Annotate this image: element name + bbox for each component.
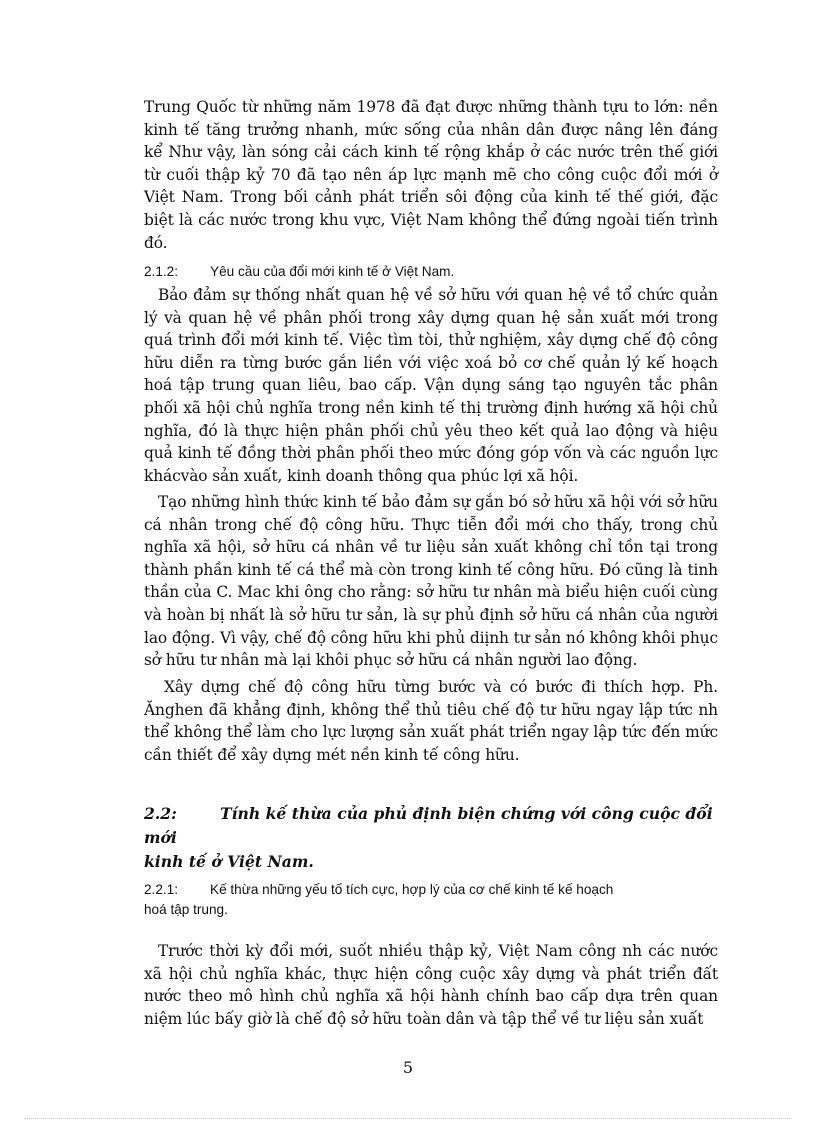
intro-paragraph: Trung Quốc từ những năm 1978 đã đạt được những thành tựu to lớn: nền kinh tế tăng trưởng nhanh, mức sống của nhân dân được nâng lên đáng kể Như vậy, làn sóng cải cách kinh tế rộng khắp ở các nước trên thế giới từ cuối thập kỷ 70 đã tạo nên áp lực mạnh mẽ cho công cuộc đổi mới ở Việt Nam. Trong bối cảnh phát triển sôi động của kinh tế thế giới, đặc biệt là các nước trong khu vực, Việt Nam không thể đứng ngoài tiến trình đó. [144, 98, 718, 252]
section-2-2-1-paragraph: Trước thời kỳ đổi mới, suốt nhiều thập kỷ, Việt Nam công nh các nước xã hội chủ nghĩa khác, thực hiện công cuộc xây dựng và phát triển đất nước theo mô hình chủ nghĩa xã hội hành chính bao cấp dựa trên quan niệm lúc bấy giờ là chế độ sở hữu toàn dân và tập thể về tư liệu sản xuất [144, 942, 718, 1028]
section-2-2-1-heading [144, 880, 718, 920]
intro-text-block [144, 96, 718, 254]
page-bottom-divider [24, 1118, 792, 1119]
section-2-1-2-heading [144, 262, 718, 282]
section-2-1-2-text-block [144, 284, 718, 487]
section-2-2-heading [144, 802, 718, 874]
section-2-1-2-text-block-3 [144, 676, 718, 766]
section-2-2-number: 2.2: [144, 804, 177, 823]
section-2-1-2-paragraph-2: Tạo những hình thức kinh tế bảo đảm sự gắn bó sở hữu xã hội với sở hữu cá nhân trong chế độ công hữu. Thực tiễn đổi mới cho thấy, trong chủ nghĩa xã hội, sở hữu cá nhân về tư liệu sản xuất không chỉ tồn tại trong thành phần kinh tế cá thể mà còn trong kinh tế công hữu. Đó cũng là tinh thần của C. Mac khi ông cho rằng: sở hữu tư nhân mà biểu hiện cuối cùng và hoàn bị nhất là sở hữu tư sản, là sự phủ định sở hữu cá nhân của người lao động. Vì vậy, chế độ công hữu khi phủ diịnh tư sản nó không khôi phục sở hữu tư nhân mà lại khôi phục sở hữu cá nhân người lao động. [144, 493, 718, 670]
section-2-2-1-title-line-1: Kế thừa những yếu tố tích cực, hợp lý của cơ chế kinh tế kế hoạch [210, 882, 614, 897]
section-2-2-1-title-line-2: hoá tập trung. [144, 902, 228, 917]
section-2-2-1-text-block [144, 940, 718, 1030]
section-2-2-1-number: 2.2.1: [144, 882, 179, 897]
section-2-2-title-line-1: Tính kế thừa của phủ định biện chứng với công cuộc đổi mới [144, 804, 713, 847]
section-2-2-title-line-2: kinh tế ở Việt Nam. [144, 852, 314, 871]
section-2-1-2-paragraph-3: Xây dựng chế độ công hữu từng bước và có bước đi thích hợp. Ph. Ănghen đã khẳng định, không thể thủ tiêu chế độ tư hữu ngay lập tức nh thể không thể làm cho lực lượng sản xuất phát triển ngay lập tức đến mức cần thiết để xây dựng mét nền kinh tế công hữu. [144, 678, 718, 764]
section-2-1-2-title: Yêu cầu của đổi mới kinh tế ở Việt Nam. [210, 264, 455, 279]
section-2-2-1-heading-line-1 [144, 880, 718, 900]
section-2-1-2-text-block-2 [144, 491, 718, 672]
section-2-2-heading-line-1 [144, 802, 718, 850]
page-number: 5 [402, 1058, 414, 1077]
section-2-1-2-paragraph-1: Bảo đảm sự thống nhất quan hệ về sở hữu với quan hệ về tổ chức quản lý và quan hệ về phân phối trong xây dựng quan hệ sản xuất mới trong quá trình đổi mới kinh tế. Việc tìm tòi, thử nghiệm, xây dựng chế độ công hữu diễn ra từng bước gắn liền với việc xoá bỏ cơ chế quản lý kế hoạch hoá tập trung quan liêu, bao cấp. Vận dụng sáng tạo nguyên tắc phân phối xã hội chủ nghĩa trong nền kinh tế thị trường định hướng xã hội chủ nghĩa, đó là thực hiện phân phối chủ yêu theo kết quả lao động và hiệu quả kinh tế đồng thời phân phối theo mức đóng góp vốn và các nguồn lực khácvào sản xuất, kinh doanh thông qua phúc lợi xã hội. [144, 286, 718, 485]
section-2-1-2-number: 2.1.2: [144, 264, 179, 279]
